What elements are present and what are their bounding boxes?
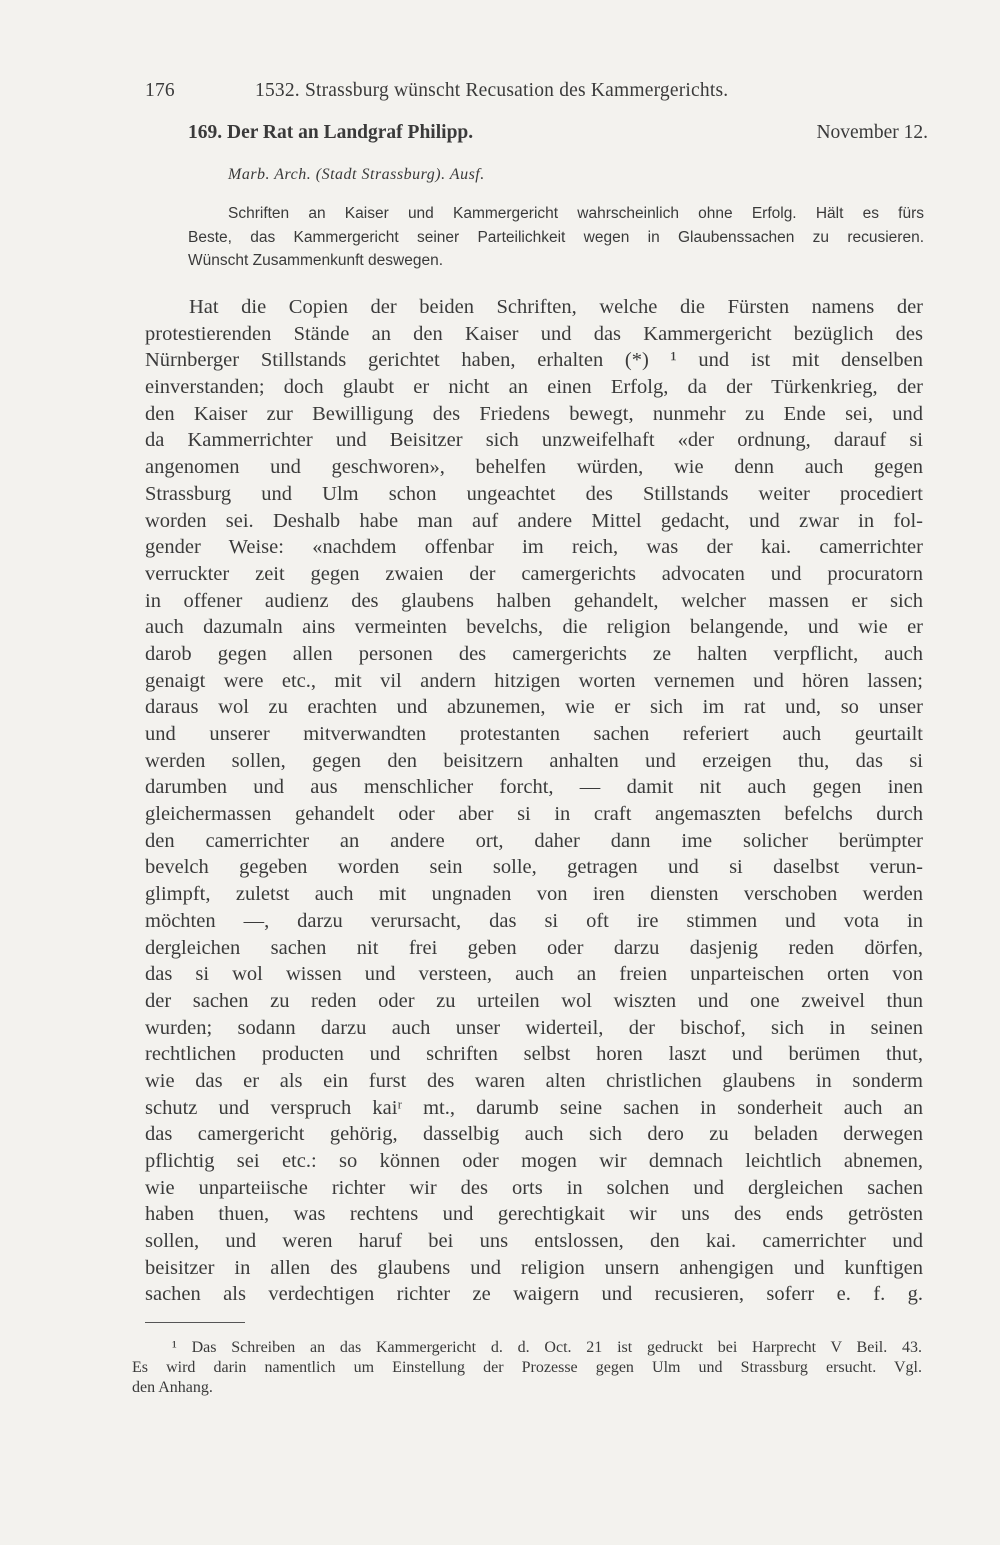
- body-line: da Kammerrichter und Beisitzer sich unzweifelhaft «der ordnung, darauf si: [145, 429, 923, 452]
- body-line: den Kaiser zur Bewilligung des Friedens bewegt, nunmehr zu Ende sei, und: [145, 402, 923, 425]
- body-line: angenomen und geschworen», behelfen würden, wie denn auch gegen: [145, 456, 923, 479]
- page-number: 176: [145, 80, 175, 101]
- body-line: sollen, und weren haruf bei uns entslossen, den kai. camerrichter und: [145, 1230, 923, 1253]
- summary-line: Beste, das Kammergericht seiner Parteilichkeit wegen in Glaubenssachen zu recusieren.: [188, 228, 924, 246]
- body-line: einverstanden; doch glaubt er nicht an einen Erfolg, da der Türkenkrieg, der: [145, 376, 923, 399]
- body-line: gender Weise: «nachdem offenbar im reich, was der kai. camerrichter: [145, 536, 923, 559]
- body-line: verruckter zeit gegen zwaien der camergerichts advocaten und procuratorn: [145, 562, 923, 585]
- footnote-line: den Anhang.: [132, 1379, 213, 1396]
- summary-abstract: [188, 202, 924, 273]
- body-line: haben thuen, was rechtens und gerechtigkait wir uns des ends getrösten: [145, 1203, 923, 1226]
- body-line: daraus wol zu erachten und abzunemen, wie er sich im rat und, so unser: [145, 696, 923, 719]
- body-line: und unserer mitverwandten protestanten sachen referiert auch geurtailt: [145, 723, 923, 745]
- body-line: beisitzer in allen des glaubens und religion unsern anhengigen und kunftigen: [145, 1256, 923, 1279]
- document-heading: [188, 122, 928, 144]
- body-text: [145, 294, 923, 1308]
- footnotes: [132, 1338, 922, 1398]
- body-line: gleichermassen gehandelt oder aber si in craft angemaszten befelchs durch: [145, 803, 923, 826]
- body-line: glimpft, zuletst auch mit ungnaden von iren diensten verschoben werden: [145, 883, 923, 906]
- body-line: Nürnberger Stillstands gerichtet haben, erhalten (*) ¹ und ist mit denselben: [145, 349, 923, 372]
- body-line: rechtlichen producten und schriften selbst horen laszt und berümen thut,: [145, 1043, 923, 1066]
- running-title: 1532. Strassburg wünscht Recusation des Kammergerichts.: [255, 80, 729, 101]
- body-line: das camergericht gehörig, dasselbig auch sich dero zu beladen derwegen: [145, 1123, 923, 1146]
- body-line: auch dazumaln ains vermeinten bevelchs, die religion belangende, und wie er: [145, 616, 923, 639]
- footnote-divider: [145, 1322, 245, 1323]
- body-line: darob gegen allen personen des camergerichts ze halten verpflicht, auch: [145, 642, 923, 665]
- body-line: möchten —, darzu verursacht, das si oft ire stimmen und vota in: [145, 909, 923, 932]
- summary-line: Wünscht Zusammenkunft deswegen.: [188, 252, 444, 269]
- body-line: worden sei. Deshalb habe man auf andere Mittel gedacht, und zwar in fol-: [145, 509, 923, 532]
- body-line: das si wol wissen und versteen, auch an freien unparteischen orten von: [145, 963, 923, 986]
- source-reference: Marb. Arch. (Stadt Strassburg). Ausf.: [228, 166, 485, 183]
- body-line: in offener audienz des glaubens halben gehandelt, welcher massen er sich: [145, 589, 923, 612]
- body-line: genaigt were etc., mit vil andern hitzigen worten vernemen und hören lassen;: [145, 669, 923, 692]
- body-line: wie das er als ein furst des waren alten christlichen glaubens in sonderm: [145, 1069, 923, 1092]
- body-line: der sachen zu reden oder zu urteilen wol wiszten und one zweivel thun: [145, 989, 923, 1012]
- body-line: wurden; sodann darzu auch unser widerteil, der bischof, sich in seinen: [145, 1016, 923, 1039]
- body-line: dergleichen sachen nit frei geben oder darzu dasjenig reden dörfen,: [145, 936, 923, 959]
- footnote-line: Es wird darin namentlich um Einstellung der Prozesse gegen Ulm und Strassburg ersucht. Vgl.: [132, 1359, 922, 1376]
- body-line: den camerrichter an andere ort, daher dann ime solicher berümpter: [145, 829, 923, 852]
- body-line: schutz und verspruch kaiʳ mt., darumb seine sachen in sonderheit auch an: [145, 1096, 923, 1119]
- document-date: November 12.: [816, 122, 928, 143]
- body-line: wie unparteiische richter wir des orts in solchen und dergleichen sachen: [145, 1176, 923, 1199]
- body-line: darumben und aus menschlicher forcht, — damit nit auch gegen inen: [145, 776, 923, 799]
- body-line: pflichtig sei etc.: so können oder mogen wir demnach leichtlich abnemen,: [145, 1150, 923, 1172]
- body-line: Strassburg und Ulm schon ungeachtet des Stillstands weiter procediert: [145, 482, 923, 505]
- footnote-line: ¹ Das Schreiben an das Kammergericht d. d. Oct. 21 ist gedruckt bei Harprecht V Beil. 43.: [172, 1339, 922, 1356]
- body-line: Hat die Copien der beiden Schriften, welche die Fürsten namens der: [189, 296, 923, 318]
- summary-line: Schriften an Kaiser und Kammergericht wahrscheinlich ohne Erfolg. Hält es fürs: [228, 205, 924, 222]
- document-title: 169. Der Rat an Landgraf Philipp.: [188, 122, 474, 143]
- body-line: bevelch gegeben worden sein solle, getragen und si daselbst verun-: [145, 856, 923, 879]
- body-line: sachen als verdechtigen richter ze waigern und recusieren, soferr e. f. g.: [145, 1283, 923, 1306]
- body-line: werden sollen, gegen den beisitzern anhalten und erzeigen thu, das si: [145, 749, 923, 772]
- body-line: protestierenden Stände an den Kaiser und das Kammergericht bezüglich des: [145, 322, 923, 345]
